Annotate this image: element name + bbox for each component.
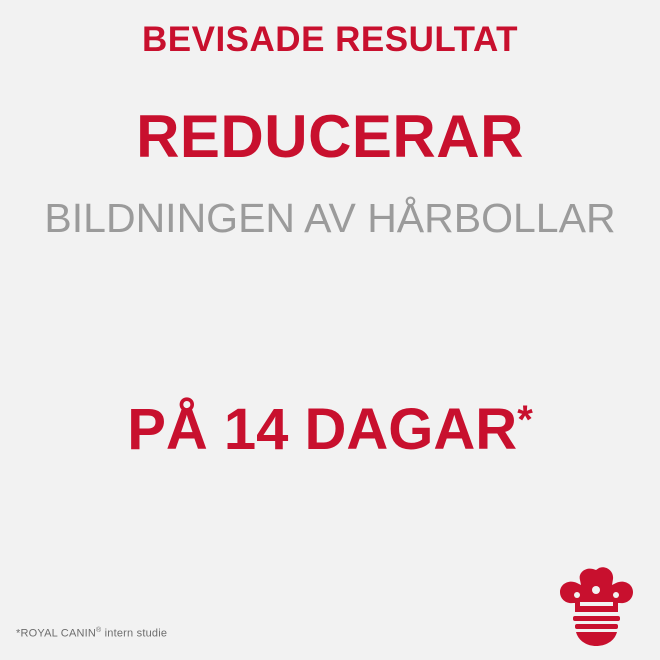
claim-time-block — [0, 397, 660, 462]
footnote-suffix: intern studie — [101, 628, 168, 640]
claim-time-asterisk: * — [517, 398, 533, 442]
footnote — [16, 627, 167, 640]
registered-mark: ® — [96, 627, 102, 635]
claim-sub-text: BILDNINGEN AV HÅRBOLLAR — [44, 194, 616, 241]
footnote-prefix: *ROYAL CANIN — [16, 628, 97, 640]
headline-block — [0, 0, 660, 241]
claim-time-text: PÅ 14 DAGAR — [127, 397, 518, 462]
royal-canin-crown-logo-icon — [550, 566, 646, 652]
claim-main-text: REDUCERAR — [136, 102, 524, 170]
eyebrow-text: BEVISADE RESULTAT — [141, 20, 519, 59]
